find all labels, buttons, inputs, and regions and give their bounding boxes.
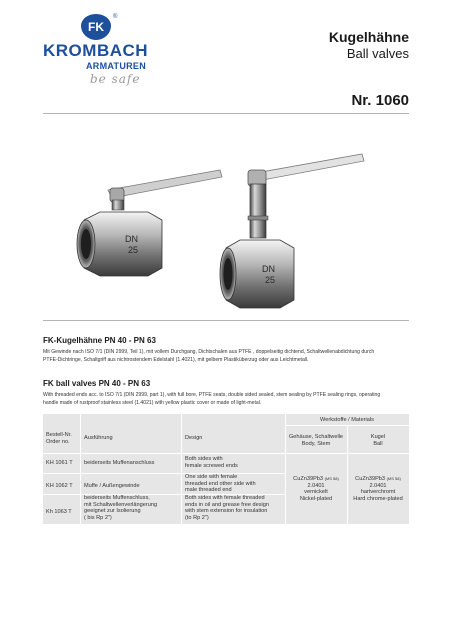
col-header-ausfuehrung: Ausführung xyxy=(84,435,113,441)
body-stem-material: CuZn39Pb3 (MS 58) 2.0401 vernickelt Nickel-plated xyxy=(293,476,339,502)
text-line: With threaded ends acc. to ISO 7/1 (DIN 2999, part 1), with full bore, PTFE seats, double sided sealed, stem sealing by PTFE sealing rings, operating xyxy=(43,392,381,398)
logo-name: KROMBACH xyxy=(43,41,149,60)
company-logo xyxy=(43,14,163,84)
col-header-design: Design xyxy=(185,435,203,441)
materials-header: Werkstoffe / Materials xyxy=(320,417,374,423)
specification-table xyxy=(43,414,409,524)
text-line: handle made of rustproof stainless steel (1.4021) with yellow plastic cover or made of light-metal. xyxy=(43,399,262,406)
col-header-order: Bestell-Nr. Order no. xyxy=(46,432,72,445)
section-heading-english: FK ball valves PN 40 - PN 63 xyxy=(43,379,151,388)
valve-marking: 25 xyxy=(265,275,276,285)
page-title-english: Ball valves xyxy=(346,46,409,61)
table-divider xyxy=(181,414,182,524)
section-heading-german: FK-Kugelhähne PN 40 - PN 63 xyxy=(43,336,156,345)
logo-registered-mark: ® xyxy=(113,14,118,20)
valve-standard xyxy=(77,170,222,276)
variant-german: Muffe / Außengewinde xyxy=(84,483,140,489)
valve-marking: 25 xyxy=(128,245,139,255)
table-divider xyxy=(80,414,81,524)
logo-subtitle: ARMATUREN xyxy=(86,61,147,71)
valve-marking: DN xyxy=(125,234,138,244)
table-divider xyxy=(43,453,409,454)
order-number: Kh 1063 T xyxy=(46,509,72,515)
valve-stem-extension xyxy=(220,154,364,308)
section-text-german xyxy=(43,349,413,364)
variant-german: beiderseits Muffenanschluss xyxy=(84,460,155,466)
product-number: Nr. 1060 xyxy=(351,92,409,109)
valve-marking: DN xyxy=(262,264,275,274)
text-line: PTFE-Dichtringe, Schaltgriff aus nichtrostendem Edelstahl (1.4021), mit gelbem Plastiküberzug oder aus Leichtmetall. xyxy=(43,356,309,363)
ball-valves-photo xyxy=(70,150,370,310)
table-divider xyxy=(285,414,286,524)
col-header-body-stem: Gehäuse, Schaltwelle Body, Stem xyxy=(288,434,344,447)
col-header-ball: Kugel Ball xyxy=(370,434,386,447)
logo-badge: FK xyxy=(81,14,111,40)
order-number: KH 1062 T xyxy=(46,483,73,489)
variant-design: Both sides with female threaded ends in oil and grease free design with stem extension for insulation (to Rp 2") xyxy=(185,495,269,521)
variant-design: One side with female threaded end other side with male threaded end xyxy=(185,474,256,494)
image-divider xyxy=(43,320,409,321)
header-divider xyxy=(43,113,409,114)
variant-design: Both sides with female screwed ends xyxy=(185,456,238,469)
order-number: KH 1061 T xyxy=(46,460,73,466)
variant-german: beiderseits Muffenschluss, mit Schaltwellenverlängerung geeignet zur Isolierung ( bis Rp 2") xyxy=(84,495,158,521)
text-line: Mit Gewinde nach ISO 7/1 (DIN 2999, Teil 1), mit vollem Durchgang, Dichtschalen aus PTFE , doppelseitig dichtend, Schaltwellenabdichtung durch xyxy=(43,349,375,355)
logo-slogan: be safe xyxy=(90,72,141,86)
section-text-english xyxy=(43,392,413,407)
ball-material: CuZn39Pb3 (MS 58) 2.0401 hartverchromt Hard chrome-plated xyxy=(353,476,403,502)
table-divider xyxy=(285,425,409,426)
page-title-german: Kugelhähne xyxy=(328,29,409,45)
